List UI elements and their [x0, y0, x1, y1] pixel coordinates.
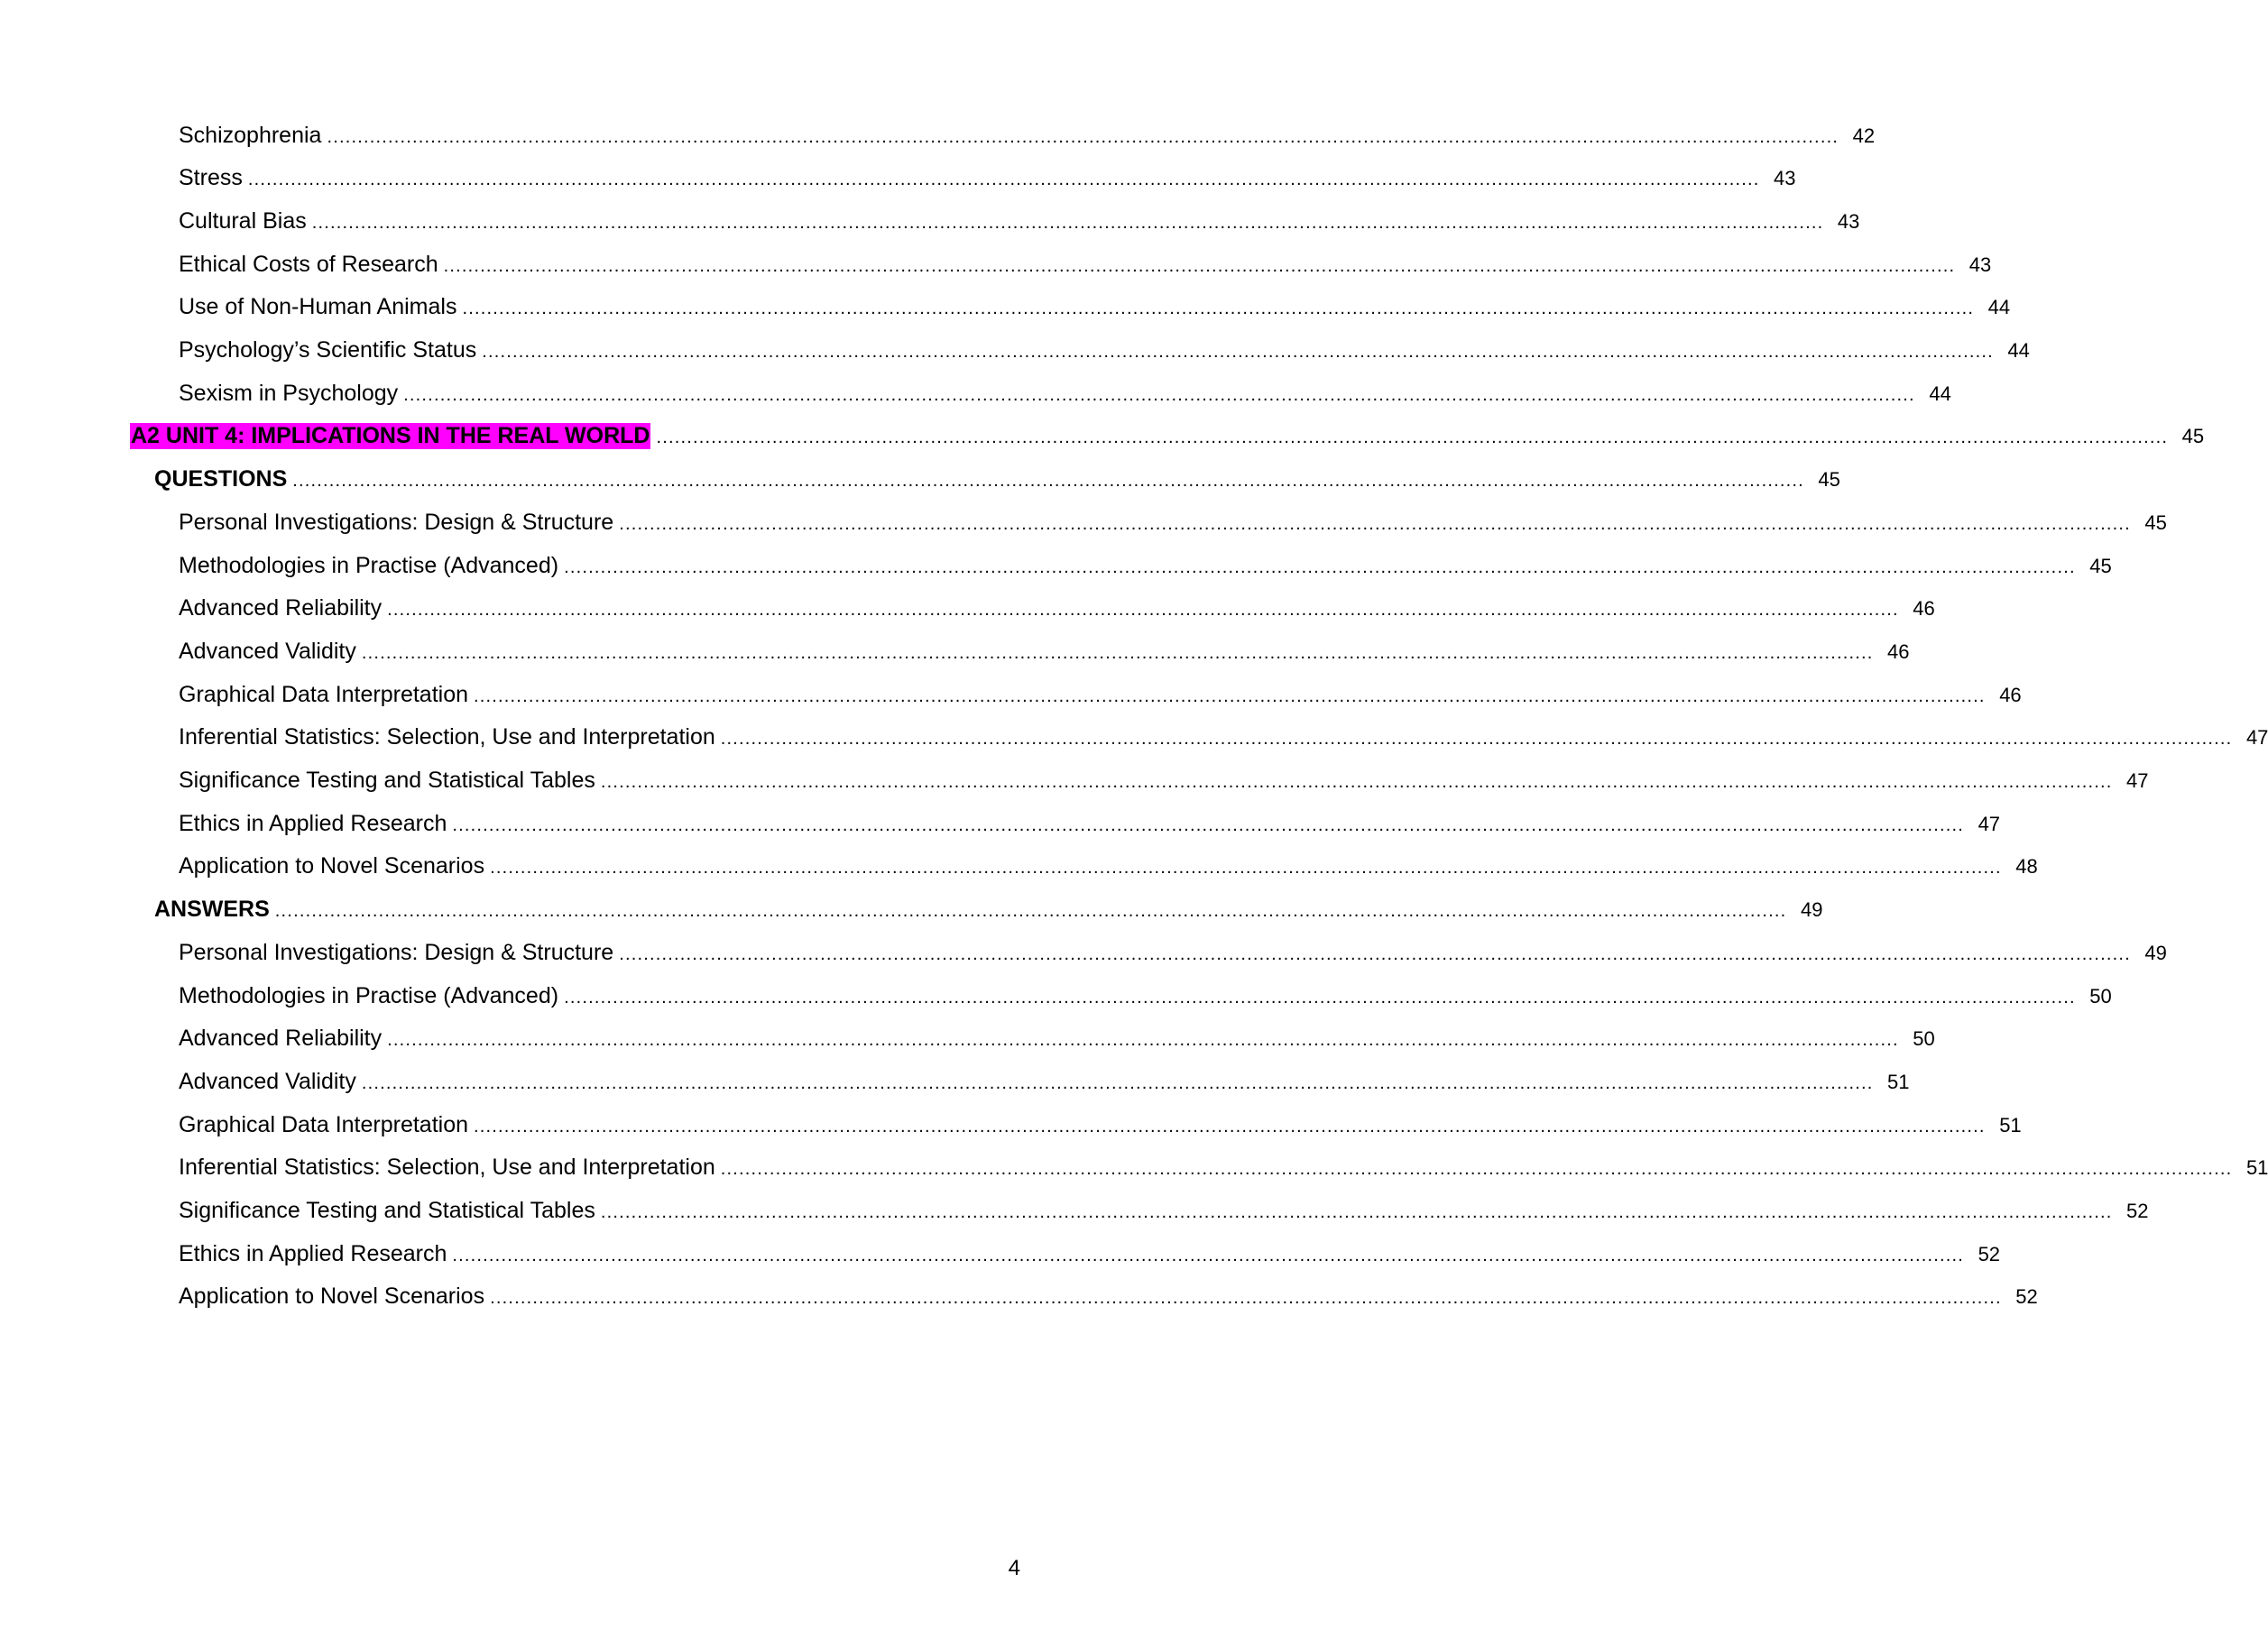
toc-entry-page: 47: [1978, 812, 2001, 835]
dot-leader: [601, 772, 2113, 793]
dot-leader: [444, 256, 1956, 277]
toc-entry[interactable]: [0, 465, 1840, 495]
toc-entry[interactable]: [0, 808, 2001, 839]
dot-leader: [721, 729, 2233, 750]
toc-entry-label: Advanced Reliability: [179, 1026, 383, 1052]
page-number: 4: [1008, 1556, 1020, 1580]
toc-entry[interactable]: [0, 1282, 2038, 1312]
dot-leader: [327, 127, 1839, 148]
toc-entry-label: Personal Investigations: Design & Structure: [179, 939, 614, 965]
toc-entry-page: 43: [1968, 253, 1992, 276]
toc-entry-page: 52: [1978, 1242, 2001, 1265]
toc-entry-label: Graphical Data Interpretation: [179, 1111, 469, 1137]
dot-leader: [292, 471, 1804, 492]
dot-leader: [312, 213, 1824, 234]
toc-entry-label: Sexism in Psychology: [179, 380, 399, 406]
toc-entry[interactable]: [0, 1238, 2001, 1269]
toc-entry[interactable]: [0, 937, 2167, 968]
dot-leader: [619, 514, 2131, 535]
toc-entry[interactable]: [0, 292, 2011, 323]
toc-entry-page: 44: [1929, 382, 1951, 405]
toc-entry-page: 52: [2126, 1200, 2149, 1222]
toc-entry[interactable]: [0, 249, 1992, 280]
toc-entry[interactable]: [0, 895, 1823, 925]
dot-leader: [564, 988, 2076, 1008]
toc-entry-label: Ethics in Applied Research: [179, 1240, 447, 1266]
toc-entry-page: 52: [2015, 1285, 2038, 1309]
toc-entry-label: QUESTIONS: [154, 466, 288, 492]
toc-entry-label: Use of Non-Human Animals: [179, 294, 457, 320]
toc-entry-page: 45: [2089, 554, 2112, 577]
toc-entry-label: Application to Novel Scenarios: [179, 853, 485, 879]
toc-entry-page: 50: [2089, 984, 2112, 1008]
dot-leader: [482, 342, 1994, 363]
toc-entry-page: 50: [1913, 1027, 1935, 1051]
dot-leader: [490, 858, 2002, 879]
toc-entry-label: Psychology’s Scientific Status: [179, 337, 477, 363]
toc-entry-page: 47: [2245, 726, 2268, 750]
dot-leader: [387, 600, 1899, 621]
toc-entry-page: 43: [1837, 209, 1860, 233]
toc-entry[interactable]: [0, 1153, 2268, 1183]
toc-entry-label: Methodologies in Practise (Advanced): [179, 552, 559, 578]
toc-entry[interactable]: [0, 636, 1910, 667]
toc-entry[interactable]: [0, 378, 1951, 409]
toc-entry-page: 51: [1887, 1070, 1910, 1093]
toc-entry-page: 51: [1999, 1113, 2022, 1136]
toc-entry-page: 49: [2144, 941, 2167, 964]
toc-entry-page: 46: [1887, 639, 1910, 663]
toc-entry[interactable]: [0, 1066, 1910, 1097]
toc-entry[interactable]: [0, 851, 2038, 882]
toc-entry[interactable]: [0, 1024, 1935, 1054]
dot-leader: [452, 815, 1964, 836]
toc-entry-label: Advanced Validity: [179, 638, 356, 664]
toc-entry-page: 44: [2007, 339, 2030, 362]
toc-entry[interactable]: [0, 766, 2149, 796]
dot-leader: [474, 1117, 1986, 1137]
toc-entry-label: Inferential Statistics: Selection, Use and Interpretation: [179, 1155, 715, 1181]
dot-leader: [362, 643, 1874, 664]
toc-entry-label: Ethics in Applied Research: [179, 810, 447, 836]
toc-entry[interactable]: [0, 206, 1860, 236]
toc-entry-label-highlighted: A2 UNIT 4: IMPLICATIONS IN THE REAL WORLD: [131, 423, 650, 449]
toc-entry-label: Ethical Costs of Research: [179, 251, 438, 277]
toc-entry-label: Personal Investigations: Design & Structure: [179, 509, 614, 535]
toc-entry-label: ANSWERS: [154, 897, 270, 923]
dot-leader: [248, 170, 1760, 190]
toc-entry-label: Cultural Bias: [179, 207, 307, 234]
toc-entry-page: 44: [1987, 296, 2011, 319]
toc-entry-label: Advanced Reliability: [179, 595, 383, 621]
toc-entry[interactable]: [0, 163, 1796, 194]
toc-entry-label: Stress: [179, 165, 243, 191]
dot-leader: [619, 944, 2131, 965]
toc-entry[interactable]: [0, 550, 2112, 581]
toc-entry-page: 46: [1999, 683, 2022, 706]
dot-leader: [362, 1073, 1874, 1094]
toc-entry-page: 48: [2015, 855, 2038, 879]
dot-leader: [721, 1159, 2233, 1180]
dot-leader: [564, 557, 2076, 578]
toc-entry-label: Graphical Data Interpretation: [179, 681, 469, 707]
toc-entry-label: Inferential Statistics: Selection, Use and Interpretation: [179, 724, 715, 750]
toc-entry-page: 45: [2144, 511, 2167, 534]
toc-entry[interactable]: [0, 421, 2205, 452]
dot-leader: [601, 1202, 2113, 1223]
toc-entry[interactable]: [0, 980, 2112, 1011]
toc-entry[interactable]: [0, 593, 1935, 624]
dot-leader: [656, 428, 2168, 448]
toc-entry[interactable]: [0, 120, 1876, 151]
toc-entry[interactable]: [0, 679, 2022, 710]
toc-entry-label: Significance Testing and Statistical Tables: [179, 1198, 595, 1223]
toc-entry[interactable]: [0, 507, 2167, 538]
toc-entry[interactable]: [0, 1109, 2022, 1140]
toc-entry-page: 45: [2181, 425, 2205, 448]
toc-entry-label: Schizophrenia: [179, 122, 322, 148]
toc-entry-page: 47: [2126, 769, 2149, 792]
dot-leader: [387, 1030, 1899, 1051]
toc-entry-label: Methodologies in Practise (Advanced): [179, 982, 559, 1008]
dot-leader: [474, 686, 1986, 707]
toc-entry-page: 46: [1913, 597, 1935, 621]
toc-entry[interactable]: [0, 1196, 2149, 1227]
toc-entry-page: 42: [1852, 124, 1876, 147]
toc-entry-page: 49: [1800, 898, 1823, 922]
toc-entry[interactable]: [0, 722, 2268, 753]
dot-leader: [462, 299, 1974, 319]
toc-entry-label: Significance Testing and Statistical Tables: [179, 768, 595, 793]
toc-entry-label: Application to Novel Scenarios: [179, 1284, 485, 1310]
toc-entry[interactable]: [0, 336, 2030, 366]
toc-entry-page: 43: [1774, 167, 1796, 190]
toc-entry-label: Advanced Validity: [179, 1068, 356, 1094]
dot-leader: [403, 385, 1915, 406]
dot-leader: [275, 901, 1787, 922]
toc-entry-page: 51: [2245, 1156, 2268, 1180]
toc-entry-page: 45: [1818, 468, 1840, 492]
dot-leader: [490, 1288, 2002, 1309]
dot-leader: [452, 1246, 1964, 1266]
